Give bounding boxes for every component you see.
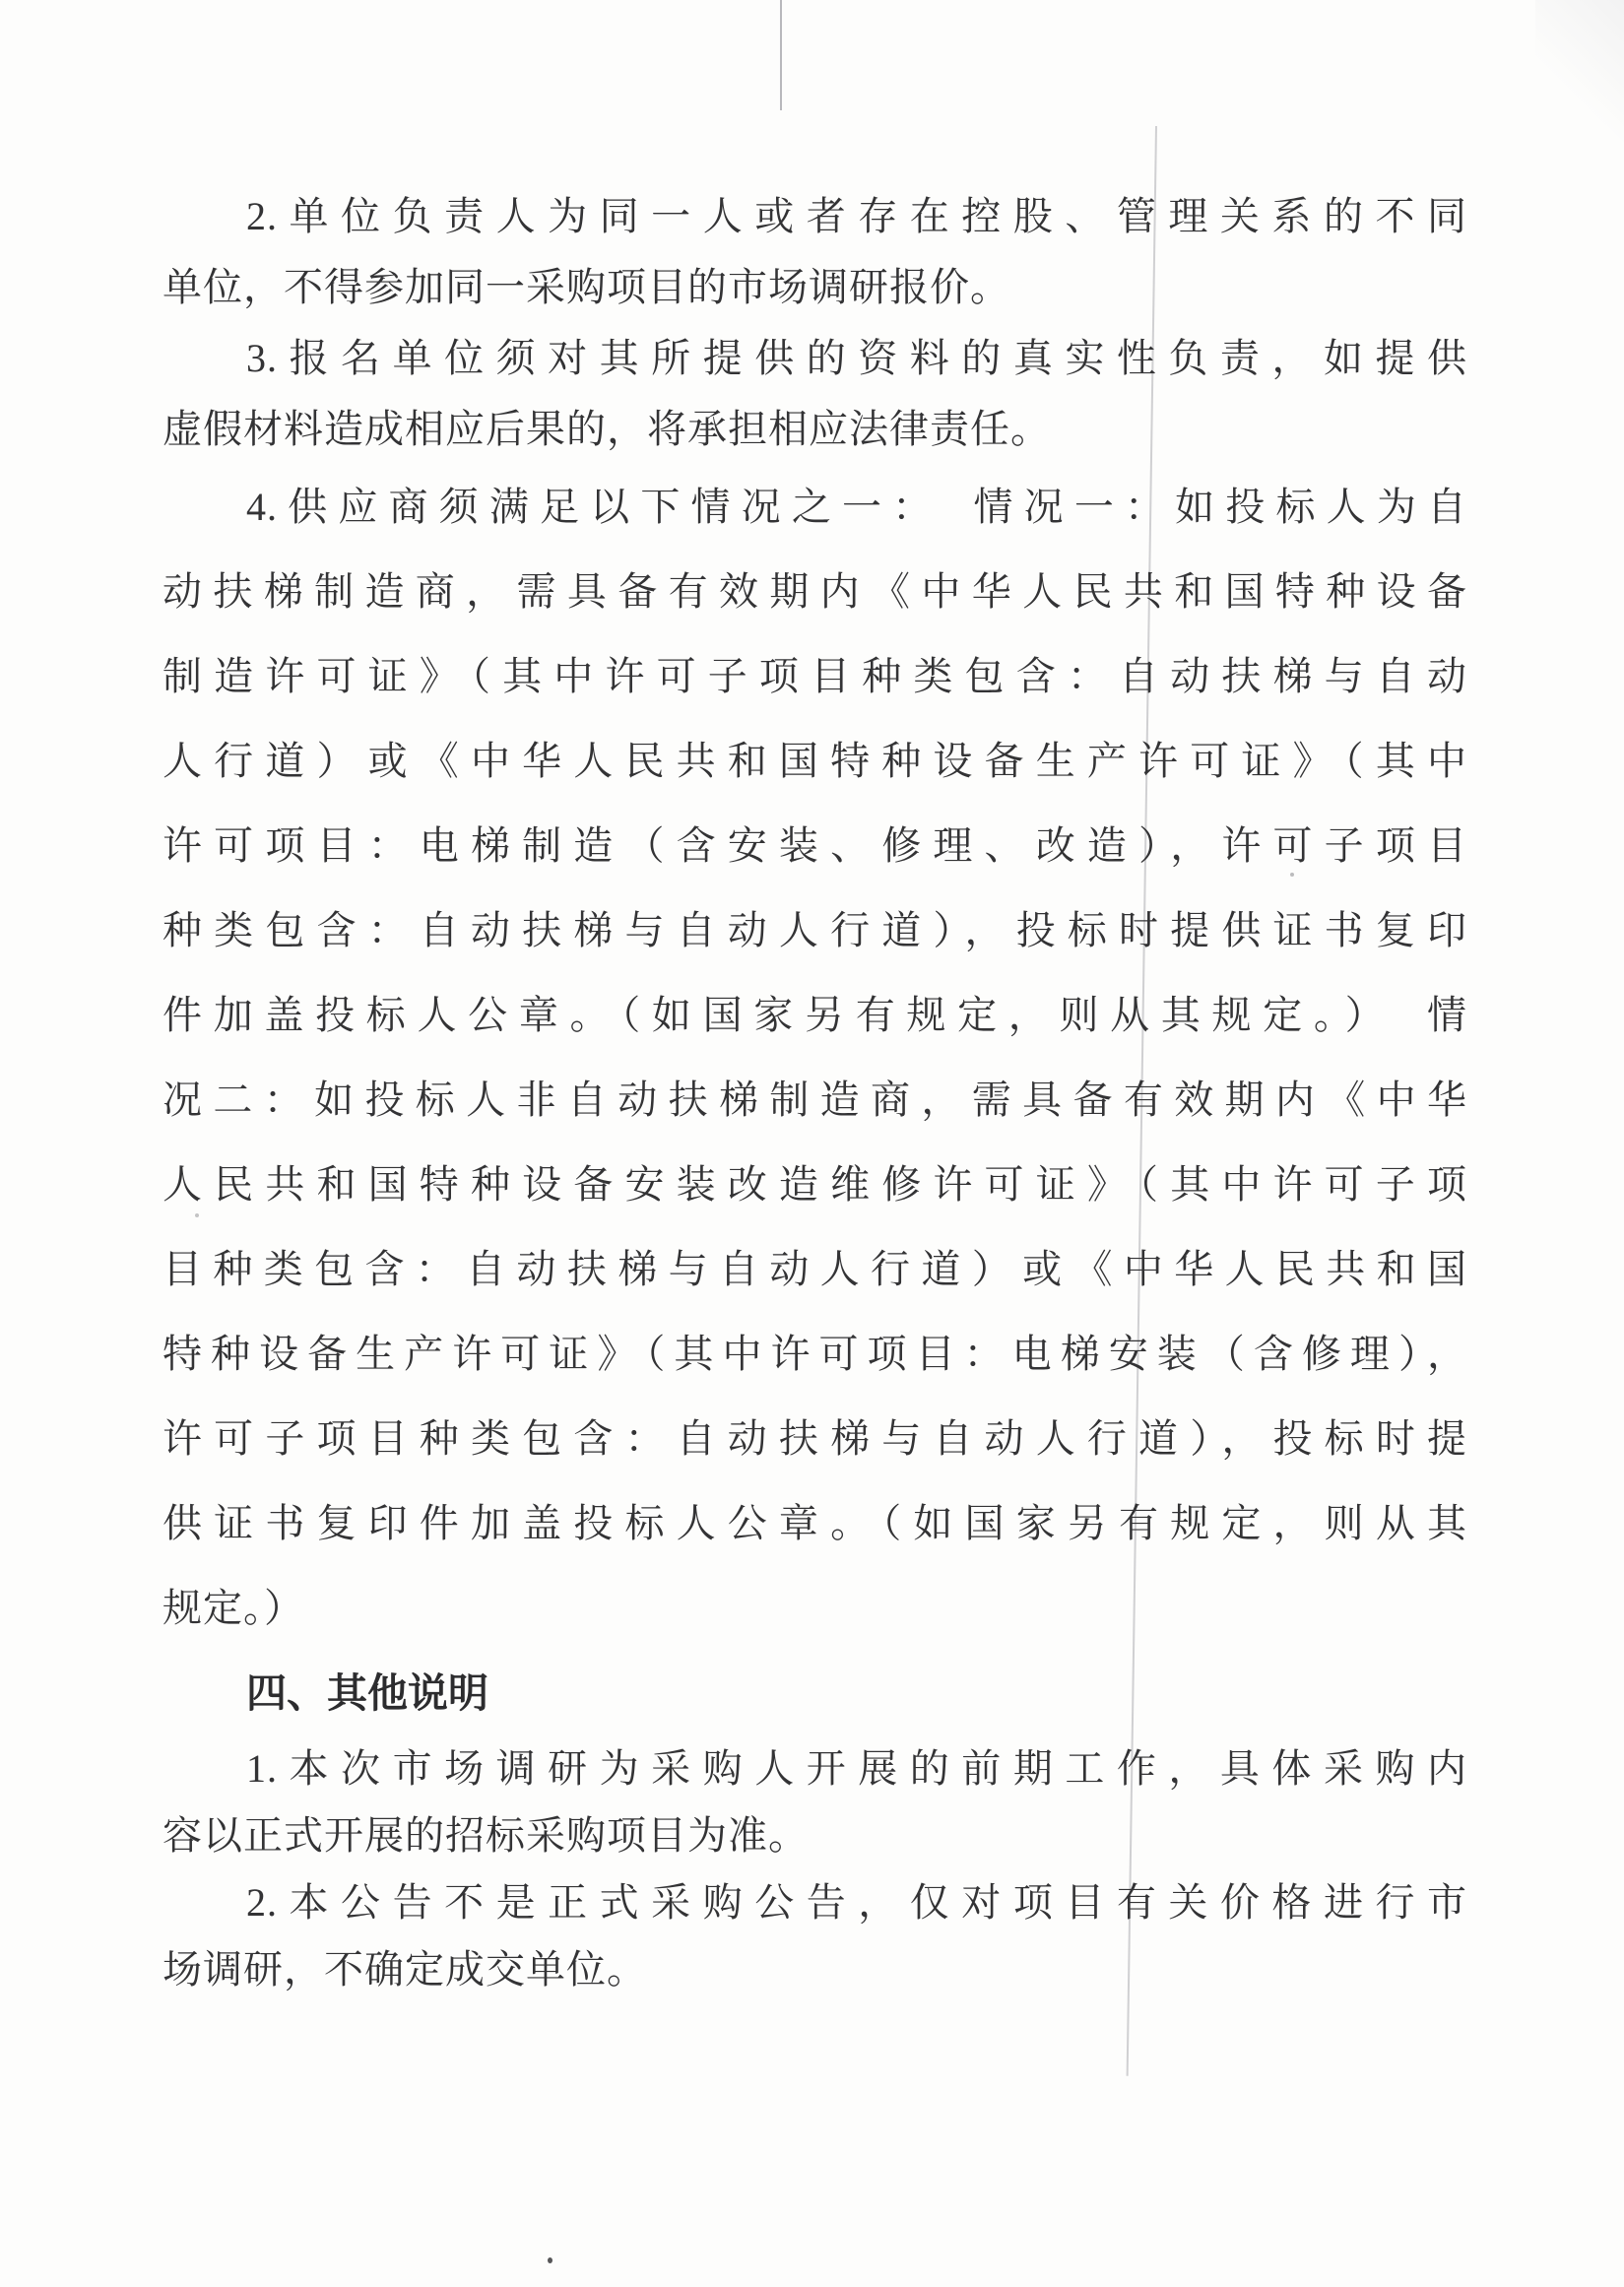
text-line: 许可项目：电梯制造（含安装、修理、改造），许可子项目 bbox=[162, 823, 1467, 868]
text-line: 场调研，不确定成交单位。 bbox=[162, 1947, 647, 1992]
section-heading-other-notes: 四、其他说明 bbox=[246, 1670, 488, 1716]
text-line: 3.报名单位须对其所提供的资料的真实性负责，如提供 bbox=[246, 336, 1467, 380]
text-line: 1.本次市场调研为采购人开展的前期工作，具体采购内 bbox=[246, 1746, 1467, 1791]
paragraph-item-2 bbox=[162, 181, 1467, 323]
paragraph-other-2 bbox=[162, 1869, 1467, 2003]
text-line: 规定。） bbox=[162, 1586, 304, 1630]
paragraph-other-1 bbox=[162, 1735, 1467, 1869]
text-line: 目种类包含：自动扶梯与自动人行道）或《中华人民共和国 bbox=[162, 1247, 1467, 1291]
scan-speck bbox=[195, 1213, 199, 1217]
text-line: 单位，不得参加同一采购项目的市场调研报价。 bbox=[162, 265, 1010, 309]
text-line: 供证书复印件加盖投标人公章。（如国家另有规定，则从其 bbox=[162, 1501, 1467, 1545]
text-line: 种类包含：自动扶梯与自动人行道），投标时提供证书复印 bbox=[162, 908, 1467, 952]
text-line: 人行道）或《中华人民共和国特种设备生产许可证》（其中 bbox=[162, 739, 1467, 783]
scan-artifact-ink-dot bbox=[548, 2257, 552, 2263]
text-line: 件加盖投标人公章。（如国家另有规定，则从其规定。） 情 bbox=[162, 993, 1467, 1037]
text-line: 4.供应商须满足以下情况之一： 情况一：如投标人为自 bbox=[246, 485, 1467, 529]
text-line: 特种设备生产许可证》（其中许可项目：电梯安装（含修理）， bbox=[162, 1332, 1467, 1376]
document-content bbox=[162, 181, 1467, 2003]
text-line: 制造许可证》（其中许可子项目种类包含：自动扶梯与自动 bbox=[162, 654, 1467, 698]
scan-artifact-top-line bbox=[780, 0, 782, 110]
scan-speck bbox=[1290, 873, 1294, 877]
text-line: 动扶梯制造商，需具备有效期内《中华人民共和国特种设备 bbox=[162, 569, 1467, 614]
paragraph-item-4 bbox=[162, 465, 1467, 1651]
paragraph-item-3 bbox=[162, 323, 1467, 465]
text-line: 人民共和国特种设备安装改造维修许可证》（其中许可子项 bbox=[162, 1162, 1467, 1207]
text-line: 况二：如投标人非自动扶梯制造商，需具备有效期内《中华 bbox=[162, 1078, 1467, 1122]
text-line: 许可子项目种类包含：自动扶梯与自动人行道），投标时提 bbox=[162, 1416, 1467, 1461]
text-line: 2.本公告不是正式采购公告，仅对项目有关价格进行市 bbox=[246, 1880, 1467, 1925]
text-line: 虚假材料造成相应后果的，将承担相应法律责任。 bbox=[162, 407, 1051, 451]
text-line: 2.单位负责人为同一人或者存在控股、管理关系的不同 bbox=[246, 194, 1467, 238]
text-line: 容以正式开展的招标采购项目为准。 bbox=[162, 1813, 809, 1858]
